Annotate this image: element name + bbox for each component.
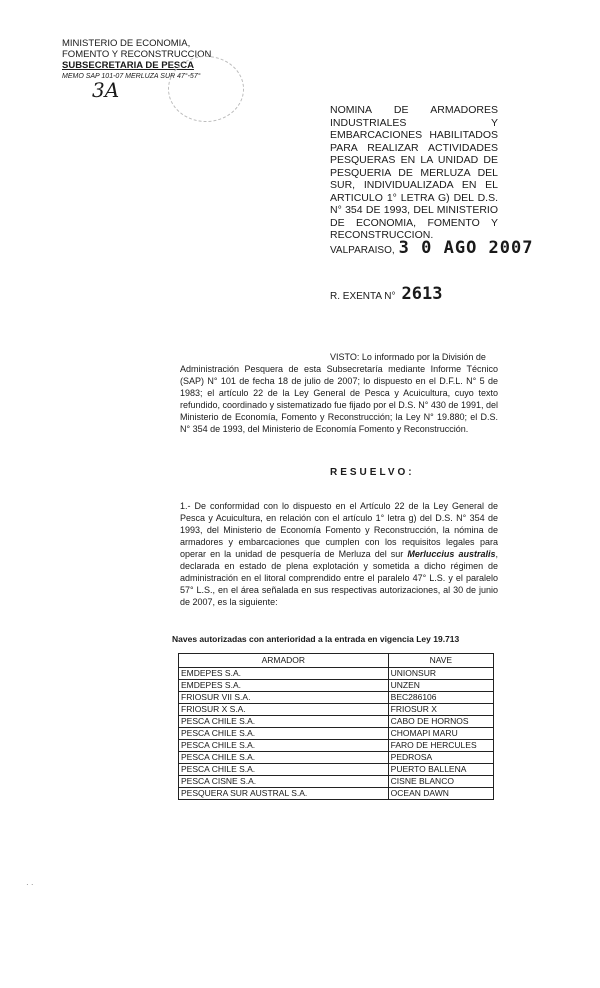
memo-reference: MEMO SAP 101-07 MERLUZA SUR 47°-57° [62,73,201,80]
date-stamp: 3 0 AGO 2007 [398,238,534,258]
armador-cell: PESCA CISNE S.A. [179,776,389,788]
vessels-table [178,653,494,800]
resolution-label: R. EXENTA N° [330,291,396,302]
nave-cell: PUERTO BALLENA [388,764,493,776]
table-row [179,692,494,704]
species-name: Merluccius australis [407,549,496,559]
armador-cell: PESCA CHILE S.A. [179,764,389,776]
table-row [179,668,494,680]
ministry-name: MINISTERIO DE ECONOMIA, [62,38,191,49]
armador-cell: FRIOSUR X S.A. [179,704,389,716]
visto-paragraph: Administración Pesquera de esta Subsecretaría mediante Informe Técnico (SAP) N° 101 de fecha 18 de julio de 2007; lo dispuesto en el D.F.L. N° 5 de 1983; el artículo 22 de la Ley General de Pesca y Acuicultura, cuyo texto refundido, coordinado y sistematizado fue fijado por el D.S. N° 430 de 1991, del Ministerio de Economía, Fomento y Reconstrucción; la Ley N° 19.880; el D.S. N° 354 de 1993, del Ministerio de Economía Fomento y Reconstrucción. [180,364,498,434]
nave-cell: BEC286106 [388,692,493,704]
handwritten-initials: 3A [92,78,120,102]
date-line [330,238,533,258]
ministry-name-cont: FOMENTO Y RECONSTRUCCION [62,49,212,60]
armador-cell: EMDEPES S.A. [179,680,389,692]
nave-cell: CHOMAPI MARU [388,728,493,740]
nave-cell: OCEAN DAWN [388,788,493,800]
point-1-paragraph [180,500,498,608]
table-row [179,704,494,716]
table-row [179,680,494,692]
table-row [179,776,494,788]
resolution-line [330,284,442,304]
visto-first-text: Lo informado por la División de [361,352,486,362]
table-row [179,752,494,764]
nave-cell: CABO DE HORNOS [388,716,493,728]
subsecretaria-name: SUBSECRETARIA DE PESCA [62,60,194,71]
document-title: NOMINA DE ARMADORES INDUSTRIALES Y EMBARCACIONES HABILITADOS PARA REALIZAR ACTIVIDADES PESQUERAS EN LA UNIDAD DE PESQUERIA DE MERLUZA DEL SUR, INDIVIDUALIZADA EN EL ARTICULO 1° LETRA G) DEL D.S. N° 354 DE 1993, DEL MINISTERIO DE ECONOMIA, FOMENTO Y RECONSTRUCCION. [330,104,498,241]
nave-cell: FRIOSUR X [388,704,493,716]
visto-first-line [180,351,498,363]
armador-cell: PESCA CHILE S.A. [179,716,389,728]
armador-cell: PESCA CHILE S.A. [179,728,389,740]
point-1-text-a: 1.- De conformidad con lo dispuesto en el Artículo 22 de la Ley General de Pesca y Acuicultura, en relación con el artículo 1° letra g) del D.S. N° 354 de 1993, del Ministerio de Economía Fomento y Reconstrucción, la nómina de armadores y embarcaciones que cumplen con los requisitos legales para operar en la unidad de pesquería de Merluza del sur [180,501,498,559]
visto-label: VISTO: [330,352,360,362]
table-row [179,764,494,776]
table-row [179,788,494,800]
table-header-row [179,654,494,668]
place: VALPARAISO, [330,245,395,256]
point-1-text-b: , declarada en estado de plena explotación y sometida a dicho régimen de administración en el litoral comprendido entre el paralelo 47° L.S. y el paralelo 57° L.S., en el área señalada en sus respectivas autorizaciones, al 30 de junio de 2007, es la siguiente: [180,549,498,607]
header-nave: NAVE [388,654,493,668]
table-caption: Naves autorizadas con anterioridad a la entrada en vigencia Ley 19.713 [172,634,460,644]
table-row [179,728,494,740]
armador-cell: PESCA CHILE S.A. [179,752,389,764]
header-armador: ARMADOR [179,654,389,668]
table-row [179,716,494,728]
resolution-number: 2613 [401,284,443,304]
resuelvo-heading: RESUELVO: [330,467,415,478]
armador-cell: PESQUERA SUR AUSTRAL S.A. [179,788,389,800]
armador-cell: EMDEPES S.A. [179,668,389,680]
armador-cell: FRIOSUR VII S.A. [179,692,389,704]
table-row [179,740,494,752]
armador-cell: PESCA CHILE S.A. [179,740,389,752]
nave-cell: CISNE BLANCO [388,776,493,788]
official-stamp-icon [168,56,244,122]
scan-marks-icon: · · [26,880,34,889]
nave-cell: FARO DE HERCULES [388,740,493,752]
nave-cell: UNIONSUR [388,668,493,680]
nave-cell: UNZEN [388,680,493,692]
nave-cell: PEDROSA [388,752,493,764]
